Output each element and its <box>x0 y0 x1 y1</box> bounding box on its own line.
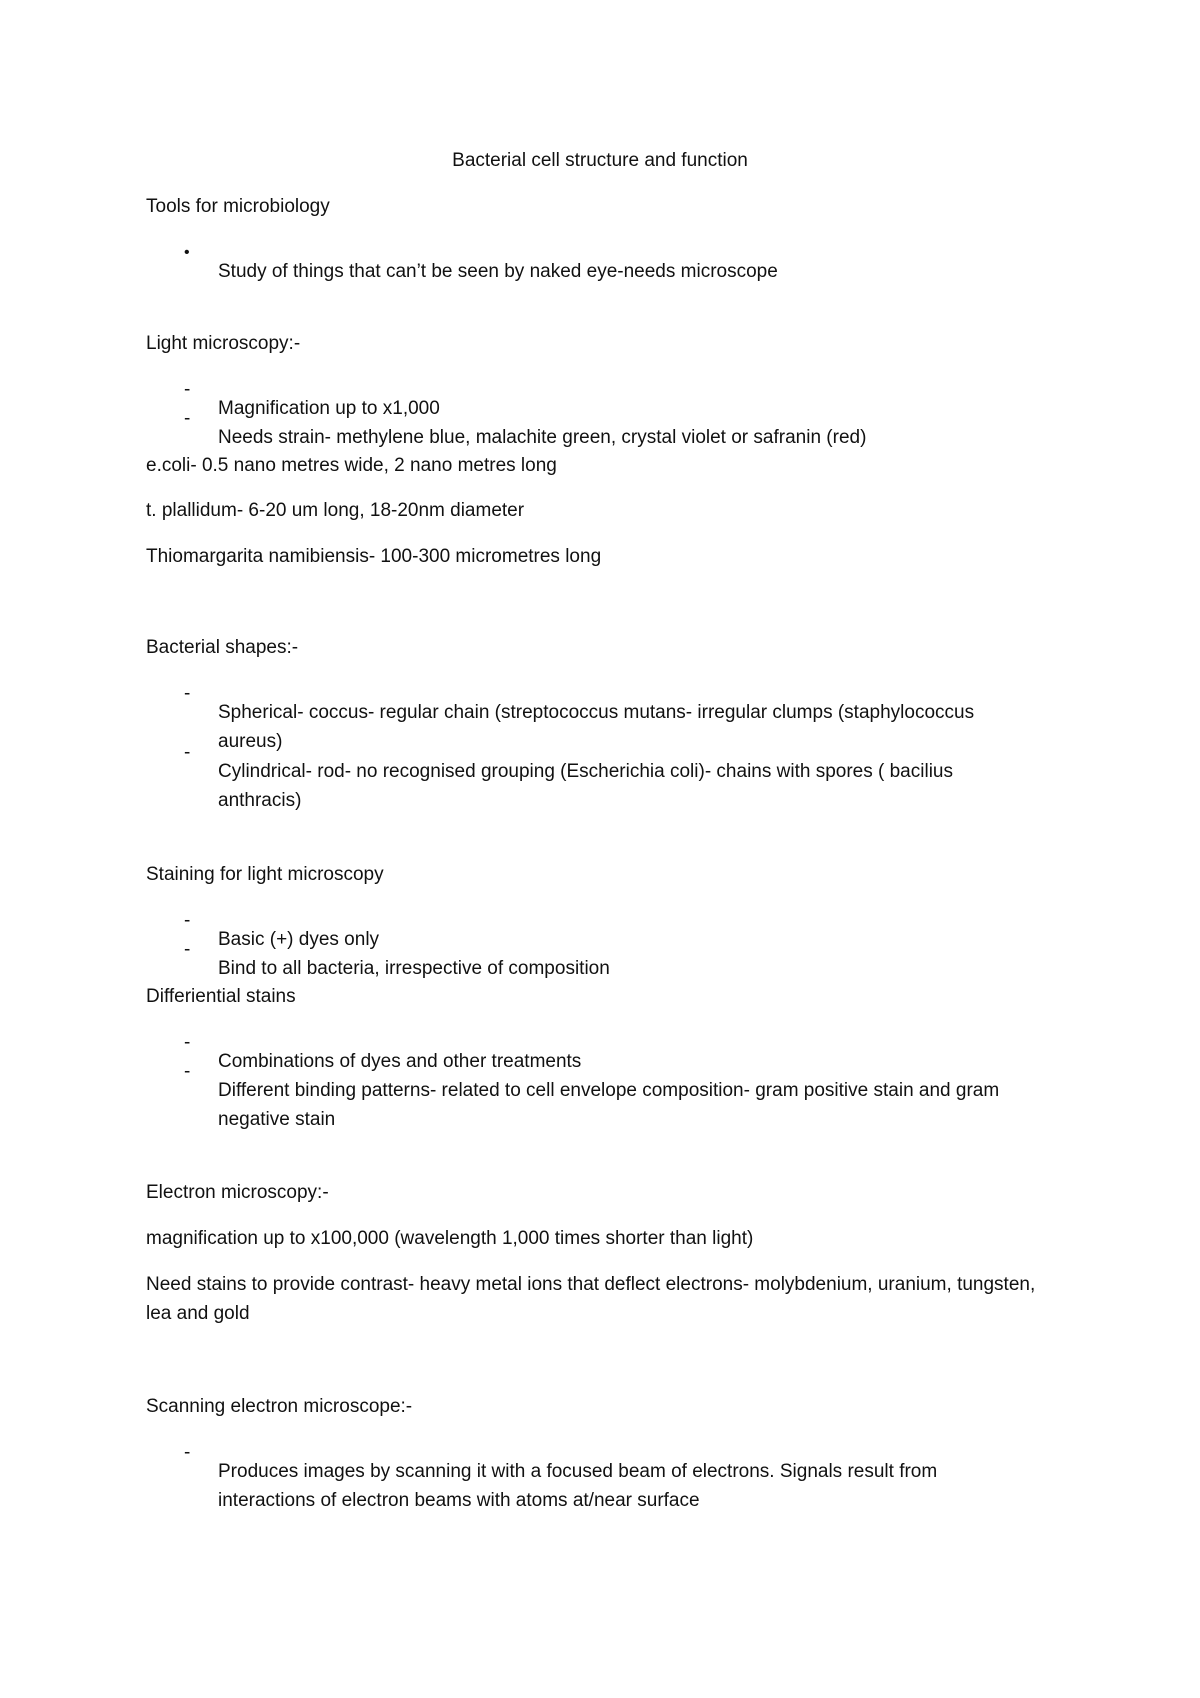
dash-marker: - <box>184 1061 191 1082</box>
light-item-2: Needs strain- methylene blue, malachite green, crystal violet or safranin (red) <box>218 427 867 448</box>
staining-item-2: Bind to all bacteria, irrespective of composition <box>218 958 610 979</box>
electron-stains: Need stains to provide contrast- heavy metal ions that deflect electrons- molybdenium, uranium, tungsten, lea and gold <box>146 1274 1036 1324</box>
dash-marker: - <box>184 910 191 931</box>
heading-staining: Staining for light microscopy <box>146 864 384 885</box>
staining-item-1: Basic (+) dyes only <box>218 929 380 950</box>
diff-item-1: Combinations of dyes and other treatments <box>218 1051 582 1072</box>
shapes-item-2: Cylindrical- rod- no recognised grouping (Escherichia coli)- chains with spores ( bacilius anthracis) <box>218 761 953 811</box>
heading-sem: Scanning electron microscope:- <box>146 1396 413 1417</box>
dash-marker: - <box>184 379 191 400</box>
bullet-marker: • <box>184 244 190 261</box>
dash-marker: - <box>184 939 191 960</box>
electron-magnification: magnification up to x100,000 (wavelength 1,000 times shorter than light) <box>146 1228 754 1249</box>
dash-marker: - <box>184 742 191 763</box>
heading-light-microscopy: Light microscopy:- <box>146 333 301 354</box>
sem-item-1: Produces images by scanning it with a focused beam of electrons. Signals result from interactions of electron beams with atoms at/near surface <box>218 1461 938 1511</box>
diff-item-2: Different binding patterns- related to cell envelope composition- gram positive stain and gram negative stain <box>218 1080 1000 1130</box>
heading-electron-microscopy: Electron microscopy:- <box>146 1182 329 1203</box>
dash-marker: - <box>184 1442 191 1463</box>
dash-marker: - <box>184 1032 191 1053</box>
dash-marker: - <box>184 683 191 704</box>
heading-bacterial-shapes: Bacterial shapes:- <box>146 637 299 658</box>
heading-differential-stains: Differiential stains <box>146 986 296 1007</box>
heading-tools: Tools for microbiology <box>146 196 330 217</box>
ecoli-line: e.coli- 0.5 nano metres wide, 2 nano metres long <box>146 455 557 476</box>
thiomargarita-line: Thiomargarita namibiensis- 100-300 micrometres long <box>146 546 602 567</box>
tpallidum-line: t. plallidum- 6-20 um long, 18-20nm diameter <box>146 500 525 521</box>
tools-bullet-text: Study of things that can’t be seen by naked eye-needs microscope <box>218 261 778 282</box>
light-item-1: Magnification up to x1,000 <box>218 398 440 419</box>
dash-marker: - <box>184 408 191 429</box>
document-title: Bacterial cell structure and function <box>452 150 748 171</box>
shapes-item-1: Spherical- coccus- regular chain (streptococcus mutans- irregular clumps (staphylococcus aureus) <box>218 702 975 752</box>
